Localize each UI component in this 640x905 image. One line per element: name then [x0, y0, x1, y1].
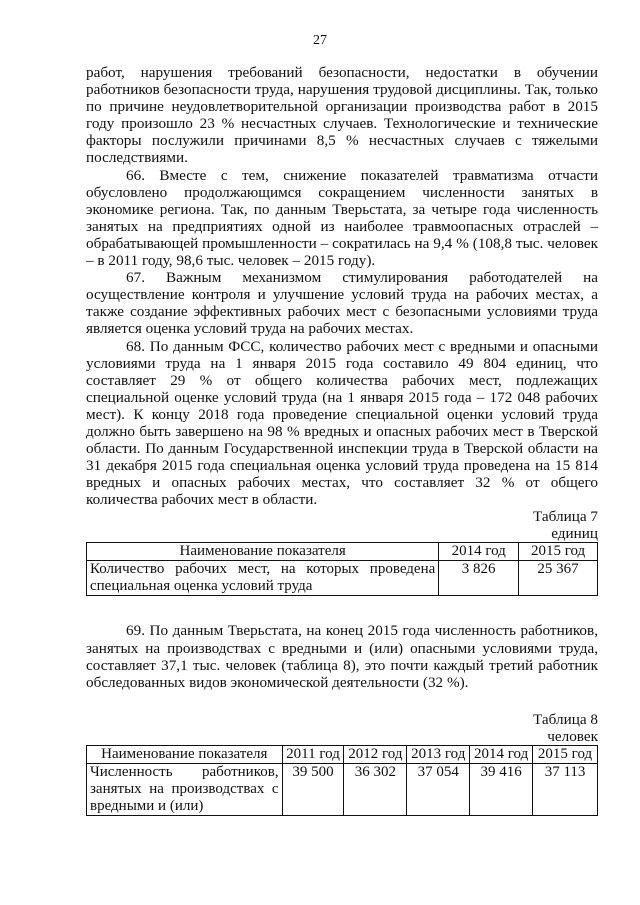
- table8-value-2012: 36 302: [344, 763, 407, 815]
- table8-header-2012: 2012 год: [344, 745, 407, 763]
- table8-header-row: [87, 745, 598, 763]
- table8-header-name: Наименование показателя: [87, 745, 283, 763]
- table8-value-2015: 37 113: [533, 763, 598, 815]
- table8-row-label: Численность работников, занятых на производствах с вредными и (или): [87, 763, 283, 815]
- paragraph-69: 69. По данным Тверьстата, на конец 2015 года численность работников, занятых на производствах с вредными и (или) опасными условиями труда, составляет 37,1 тыс. человек (таблица 8), это почти каждый третий работник обследованных видов экономической деятельности (32 %).: [86, 622, 598, 691]
- table8-value-2014: 39 416: [470, 763, 533, 815]
- table8-header-2013: 2013 год: [407, 745, 470, 763]
- table7-header-2015: 2015 год: [519, 543, 598, 561]
- table8-value-2011: 39 500: [282, 763, 344, 815]
- table8-unit: человек: [547, 727, 598, 745]
- table7-value-2015: 25 367: [519, 561, 598, 596]
- table7-header-name: Наименование показателя: [87, 543, 439, 561]
- table7-header-2014: 2014 год: [439, 543, 519, 561]
- table8-header-2014: 2014 год: [470, 745, 533, 763]
- document-body: [86, 64, 598, 816]
- table7-caption: Таблица 7: [533, 508, 598, 526]
- table8-header-2011: 2011 год: [282, 745, 344, 763]
- paragraph-67: 67. Важным механизмом стимулирования работодателей на осуществление контроля и улучшение условий труда на рабочих местах, а также создание эффективных рабочих мест с безопасными условиями труда является оценка условий труда на рабочих местах.: [86, 269, 598, 338]
- table-row: [87, 763, 598, 815]
- paragraph-66: 66. Вместе с тем, снижение показателей травматизма отчасти обусловлено продолжающимся сокращением численности занятых в экономике региона. Так, по данным Тверьстата, за четыре года численность занятых на предприятиях одной из наиболее травмоопасных отраслей – обрабатывающей промышленности – сократилась на 9,4 % (108,8 тыс. человек – в 2011 году, 98,6 тыс. человек – 2015 году).: [86, 166, 598, 270]
- paragraph-continued: работ, нарушения требований безопасности, недостатки в обучении работников безопасности труда, нарушения трудовой дисциплины. Так, только по причине неудовлетворительной организации производства работ в 2015 году произошло 23 % несчастных случаев. Технологические и технические факторы послужили причинами 8,5 % несчастных случаев с тяжелыми последствиями.: [86, 64, 598, 167]
- table8-value-2013: 37 054: [407, 763, 470, 815]
- table8-header-2015: 2015 год: [533, 745, 598, 763]
- table8-caption: Таблица 8: [533, 710, 598, 728]
- table7-unit: единиц: [551, 525, 598, 543]
- table7-header-row: [87, 543, 598, 561]
- table-7: [86, 542, 598, 596]
- table7-row-label: Количество рабочих мест, на которых проведена специальная оценка условий труда: [87, 561, 439, 596]
- table-8: [86, 745, 598, 816]
- paragraph-68: 68. По данным ФСС, количество рабочих мест с вредными и опасными условиями труда на 1 января 2015 года составило 49 804 единиц, что составляет 29 % от общего количества рабочих мест, подлежащих специальной оценке условий труда (на 1 января 2015 года – 172 048 рабочих мест). К концу 2018 года проведение специальной оценки условий труда должно быть завершено на 98 % вредных и опасных рабочих мест в Тверской области. По данным Государственной инспекции труда в Тверской области на 31 декабря 2015 года специальная оценка условий труда проведена на 15 814 вредных и опасных рабочих местах, что составляет 32 % от общего количества рабочих мест в области.: [86, 337, 598, 509]
- page-number: 27: [313, 33, 327, 48]
- table-row: [87, 561, 598, 596]
- table7-value-2014: 3 826: [439, 561, 519, 596]
